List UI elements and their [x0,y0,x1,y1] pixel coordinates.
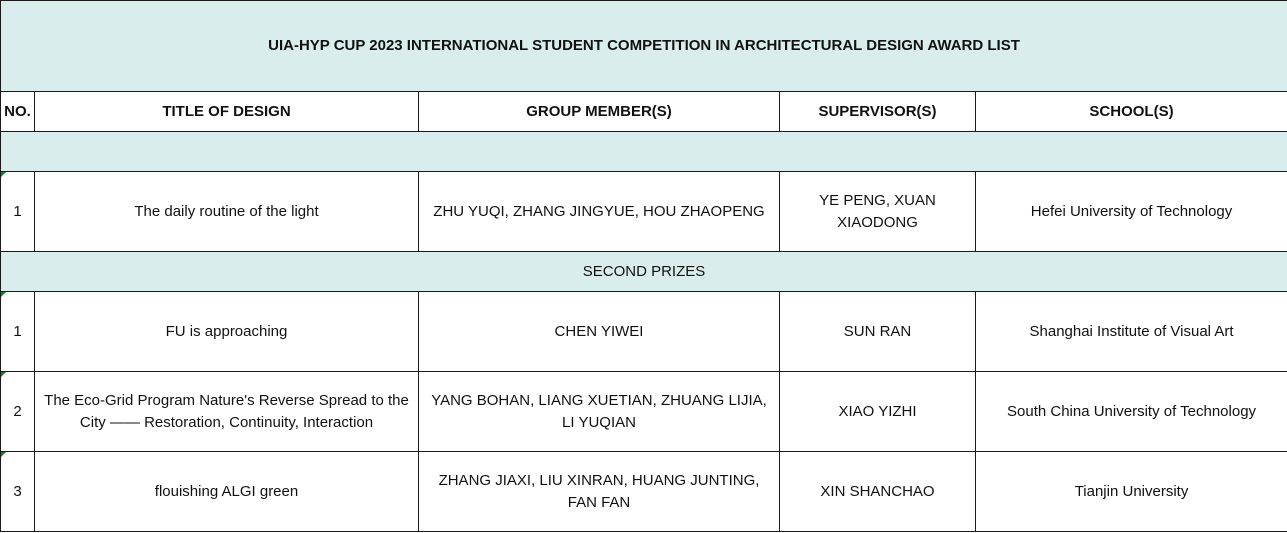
section-row [1,252,1287,292]
row-school: South China University of Technology [976,372,1287,452]
table-row [1,172,1287,252]
row-members: CHEN YIWEI [419,292,780,372]
row-title: The Eco-Grid Program Nature's Reverse Spread to the City —— Restoration, Continuity, Interaction [35,372,419,452]
row-number: 2 [1,372,35,452]
section-row [1,132,1287,172]
row-number: 1 [1,292,35,372]
title-row [1,1,1287,92]
row-supervisors: YE PENG, XUAN XIAODONG [780,172,976,252]
row-supervisors: XIAO YIZHI [780,372,976,452]
header-supervisors: SUPERVISOR(S) [780,92,976,132]
header-title: TITLE OF DESIGN [35,92,419,132]
row-supervisors: SUN RAN [780,292,976,372]
header-schools: SCHOOL(S) [976,92,1287,132]
header-row [1,92,1287,132]
table-row [1,452,1287,532]
row-school: Tianjin University [976,452,1287,532]
row-title: flouishing ALGI green [35,452,419,532]
row-number: 1 [1,172,35,252]
row-school: Hefei University of Technology [976,172,1287,252]
row-members: YANG BOHAN, LIANG XUETIAN, ZHUANG LIJIA, LI YUQIAN [419,372,780,452]
row-members: ZHU YUQI, ZHANG JINGYUE, HOU ZHAOPENG [419,172,780,252]
row-supervisors: XIN SHANCHAO [780,452,976,532]
table-title: UIA-HYP CUP 2023 INTERNATIONAL STUDENT COMPETITION IN ARCHITECTURAL DESIGN AWARD LIST [1,1,1287,92]
row-title: The daily routine of the light [35,172,419,252]
table-row [1,292,1287,372]
section-label: SECOND PRIZES [1,252,1287,292]
row-members: ZHANG JIAXI, LIU XINRAN, HUANG JUNTING, FAN FAN [419,452,780,532]
row-school: Shanghai Institute of Visual Art [976,292,1287,372]
row-number: 3 [1,452,35,532]
row-title: FU is approaching [35,292,419,372]
header-no: NO. [1,92,35,132]
table-row [1,372,1287,452]
header-members: GROUP MEMBER(S) [419,92,780,132]
section-label [1,132,1287,172]
